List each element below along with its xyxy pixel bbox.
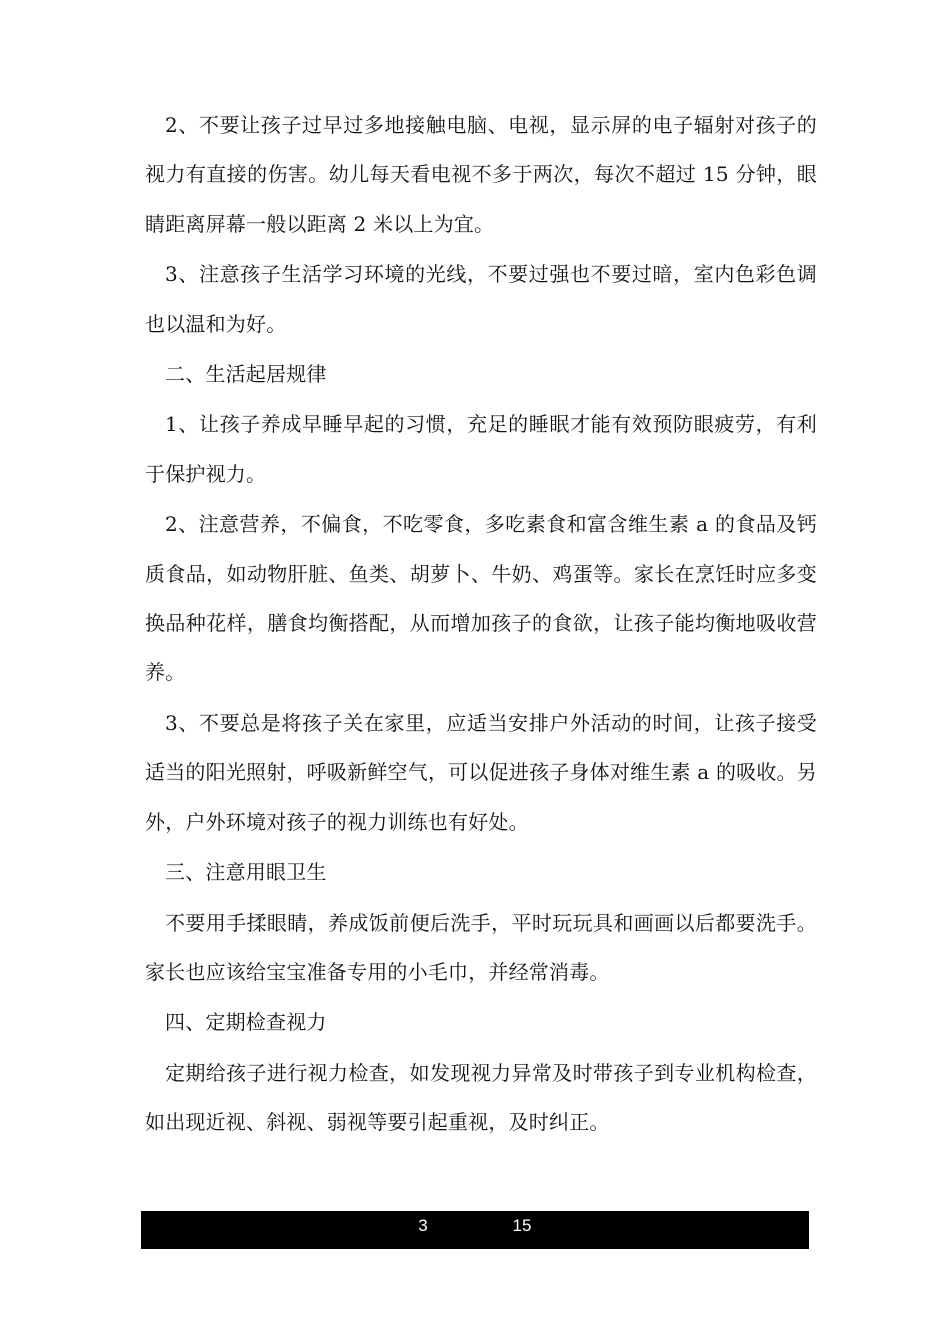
document-body bbox=[145, 101, 817, 1149]
paragraph: 3、不要总是将孩子关在家里，应适当安排户外活动的时间，让孩子接受适当的阳光照射，呼吸新鲜空气，可以促进孩子身体对维生素 a 的吸收。另外，户外环境对孩子的视力训练也有好处。 bbox=[145, 710, 817, 834]
current-page-number: 3 bbox=[418, 1216, 428, 1235]
paragraph: 3、注意孩子生活学习环境的光线，不要过强也不要过暗，室内色彩色调也以温和为好。 bbox=[145, 262, 817, 336]
paragraph: 不要用手揉眼睛，养成饭前便后洗手，平时玩玩具和画画以后都要洗手。家长也应该给宝宝准备专用的小毛巾，并经常消毒。 bbox=[145, 910, 817, 984]
paragraph: 定期给孩子进行视力检查，如发现视力异常及时带孩子到专业机构检查，如出现近视、斜视、弱视等要引起重视，及时纠正。 bbox=[145, 1060, 817, 1135]
paragraph: 2、不要让孩子过早过多地接触电脑、电视，显示屏的电子辐射对孩子的视力有直接的伤害。幼儿每天看电视不多于两次，每次不超过 15 分钟，眼睛距离屏幕一般以距离 2 米以上为宜。 bbox=[145, 113, 817, 236]
section-heading: 四、定期检查视力 bbox=[165, 1010, 327, 1035]
section-heading: 二、生活起居规律 bbox=[165, 362, 327, 387]
section-heading: 三、注意用眼卫生 bbox=[165, 860, 327, 885]
paragraph: 2、注意营养，不偏食，不吃零食，多吃素食和富含维生素 a 的食品及钙质食品，如动物肝脏、鱼类、胡萝卜、牛奶、鸡蛋等。家长在烹饪时应多变换品种花样，膳食均衡搭配，从而增加孩子的食欲，让孩子能均衡地吸收营养。 bbox=[145, 512, 817, 685]
paragraph: 1、让孩子养成早睡早起的习惯，充足的睡眠才能有效预防眼疲劳，有利于保护视力。 bbox=[145, 412, 817, 486]
total-pages-number: 15 bbox=[512, 1216, 532, 1235]
page-footer-bar bbox=[141, 1211, 809, 1249]
